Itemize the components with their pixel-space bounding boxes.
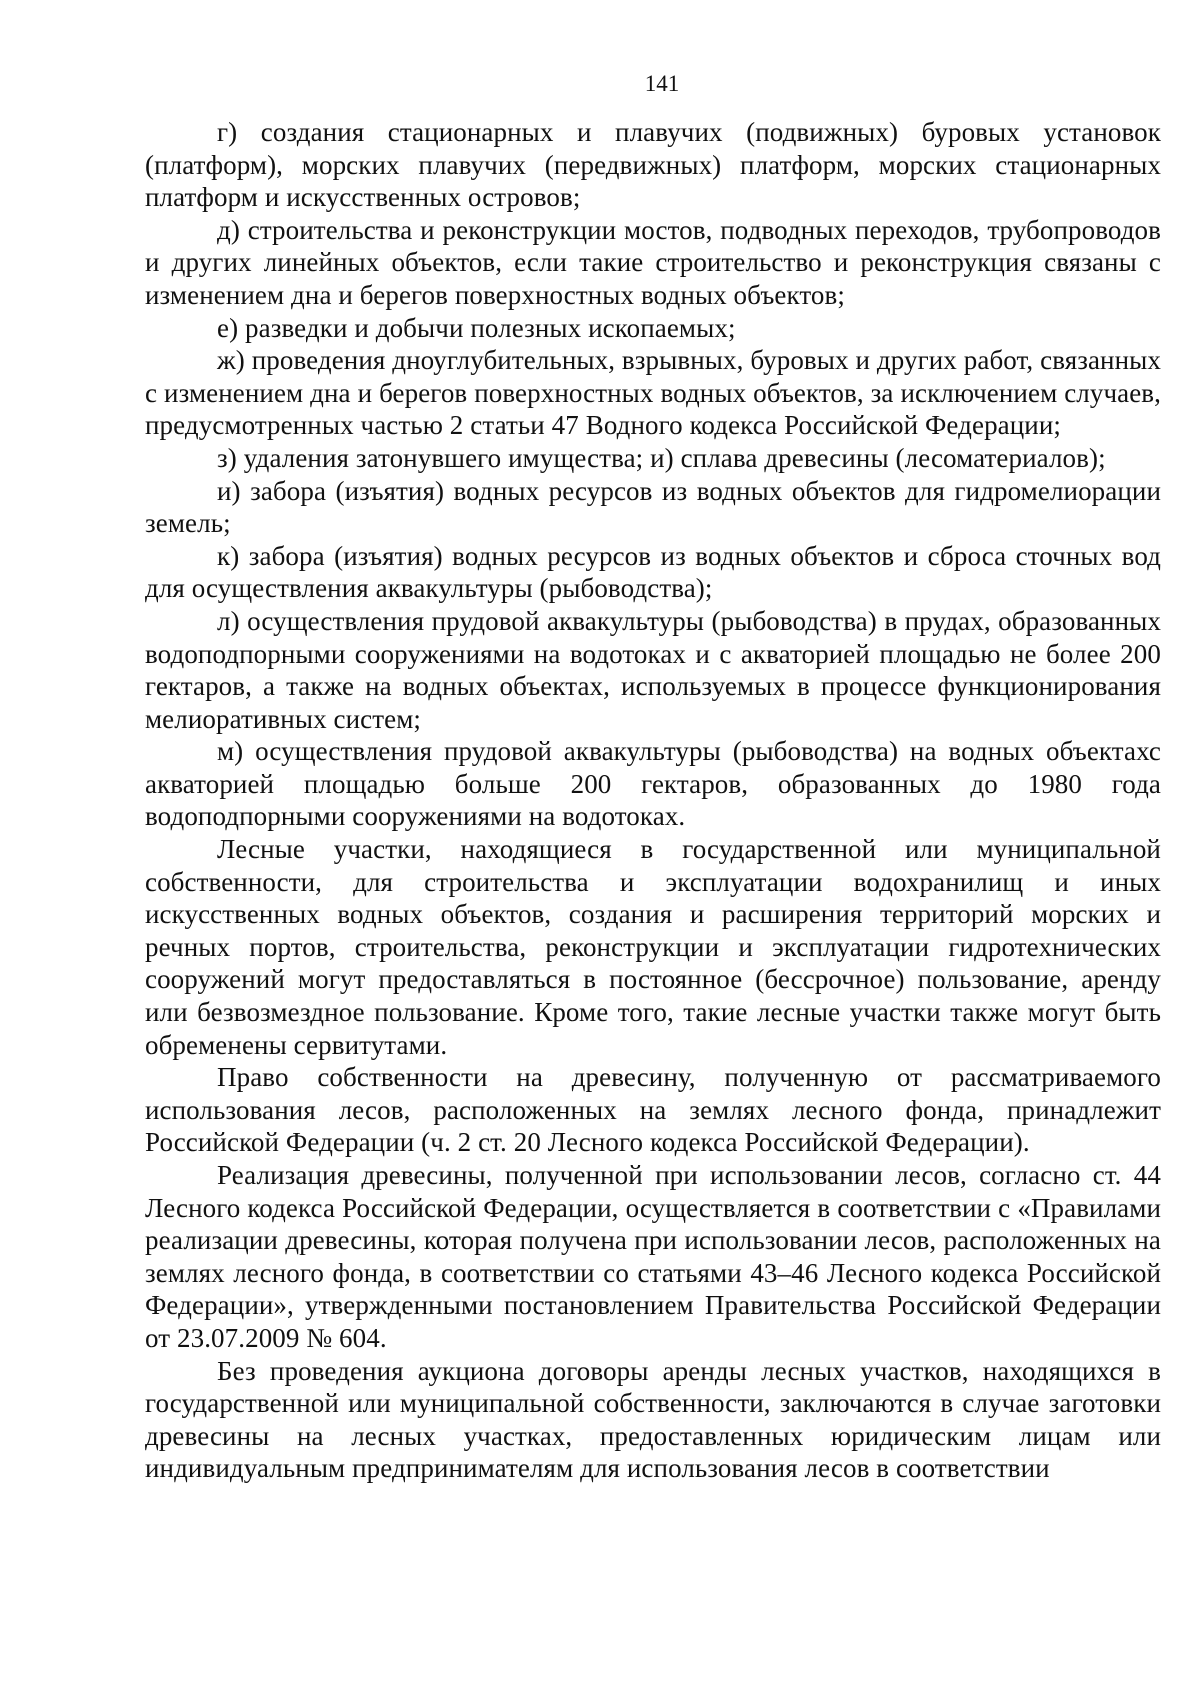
paragraph-ownership: Право собственности на древесину, полученную от рассматриваемого использования лесов, расположенных на землях лесного фонда, принадлежит Российской Федерации (ч. 2 ст. 20 Лесного кодекса Российской Федерации). <box>145 1062 1161 1158</box>
paragraph-item-k: к) забора (изъятия) водных ресурсов из водных объектов и сброса сточных вод для осуществления аквакультуры (рыбоводства); <box>145 540 1161 604</box>
paragraph-item-l: л) осуществления прудовой аквакультуры (рыбоводства) в прудах, образованных водоподпорными сооружениями на водотоках и с акваторией площадью не более 200 гектаров, а также на водных объектах, используемых в процессе функционирования мелиоративных систем; <box>145 605 1161 734</box>
paragraph-item-g: г) создания стационарных и плавучих (подвижных) буровых установок (платформ), морских плавучих (передвижных) платформ, морских стационарных платформ и искусственных островов; <box>145 117 1161 213</box>
page-number: 141 <box>644 71 680 96</box>
paragraph-item-e: е) разведки и добычи полезных ископаемых; <box>217 312 736 343</box>
paragraph-forest-plots: Лесные участки, находящиеся в государственной или муниципальной собственности, для строительства и эксплуатации водохранилищ и иных искусственных водных объектов, создания и расширения территорий морских и речных портов, строительства, реконструкции и эксплуатации гидротехнических сооружений могут предоставляться в постоянное (бессрочное) пользование, аренду или безвозмездное пользование. Кроме того, такие лесные участки также могут быть обременены сервитутами. <box>145 834 1161 1060</box>
paragraph-item-zh: ж) проведения дноуглубительных, взрывных, буровых и других работ, связанных с изменением дна и берегов поверхностных водных объектов, за исключением случаев, предусмотренных частью 2 статьи 47 Водного кодекса Российской Федерации; <box>145 345 1161 441</box>
paragraph-item-i: и) забора (изъятия) водных ресурсов из водных объектов для гидромелиорации земель; <box>145 475 1161 539</box>
paragraph-item-z: з) удаления затонувшего имущества; и) сплава древесины (лесоматериалов); <box>217 442 1106 473</box>
paragraph-item-m: м) осуществления прудовой аквакультуры (рыбоводства) на водных объектахс акваторией площадью больше 200 гектаров, образованных до 1980 года водоподпорными сооружениями на водотоках. <box>145 736 1161 832</box>
document-body <box>145 116 1161 1485</box>
paragraph-timber-sale: Реализация древесины, полученной при использовании лесов, согласно ст. 44 Лесного кодекса Российской Федерации, осуществляется в соответствии с «Правилами реализации древесины, которая получена при использовании лесов, расположенных на землях лесного фонда, в соответствии со статьями 43–46 Лесного кодекса Российской Федерации», утвержденными постановлением Правительства Российской Федерации от 23.07.2009 № 604. <box>145 1160 1161 1353</box>
paragraph-lease-without-auction: Без проведения аукциона договоры аренды лесных участков, находящихся в государственной или муниципальной собственности, заключаются в случае заготовки древесины на лесных участках, предоставленных юридическим лицам или индивидуальным предпринимателям для использования лесов в соответствии <box>145 1355 1161 1484</box>
paragraph-item-d: д) строительства и реконструкции мостов, подводных переходов, трубопроводов и других линейных объектов, если такие строительство и реконструкция связаны с изменением дна и берегов поверхностных водных объектов; <box>145 214 1161 310</box>
